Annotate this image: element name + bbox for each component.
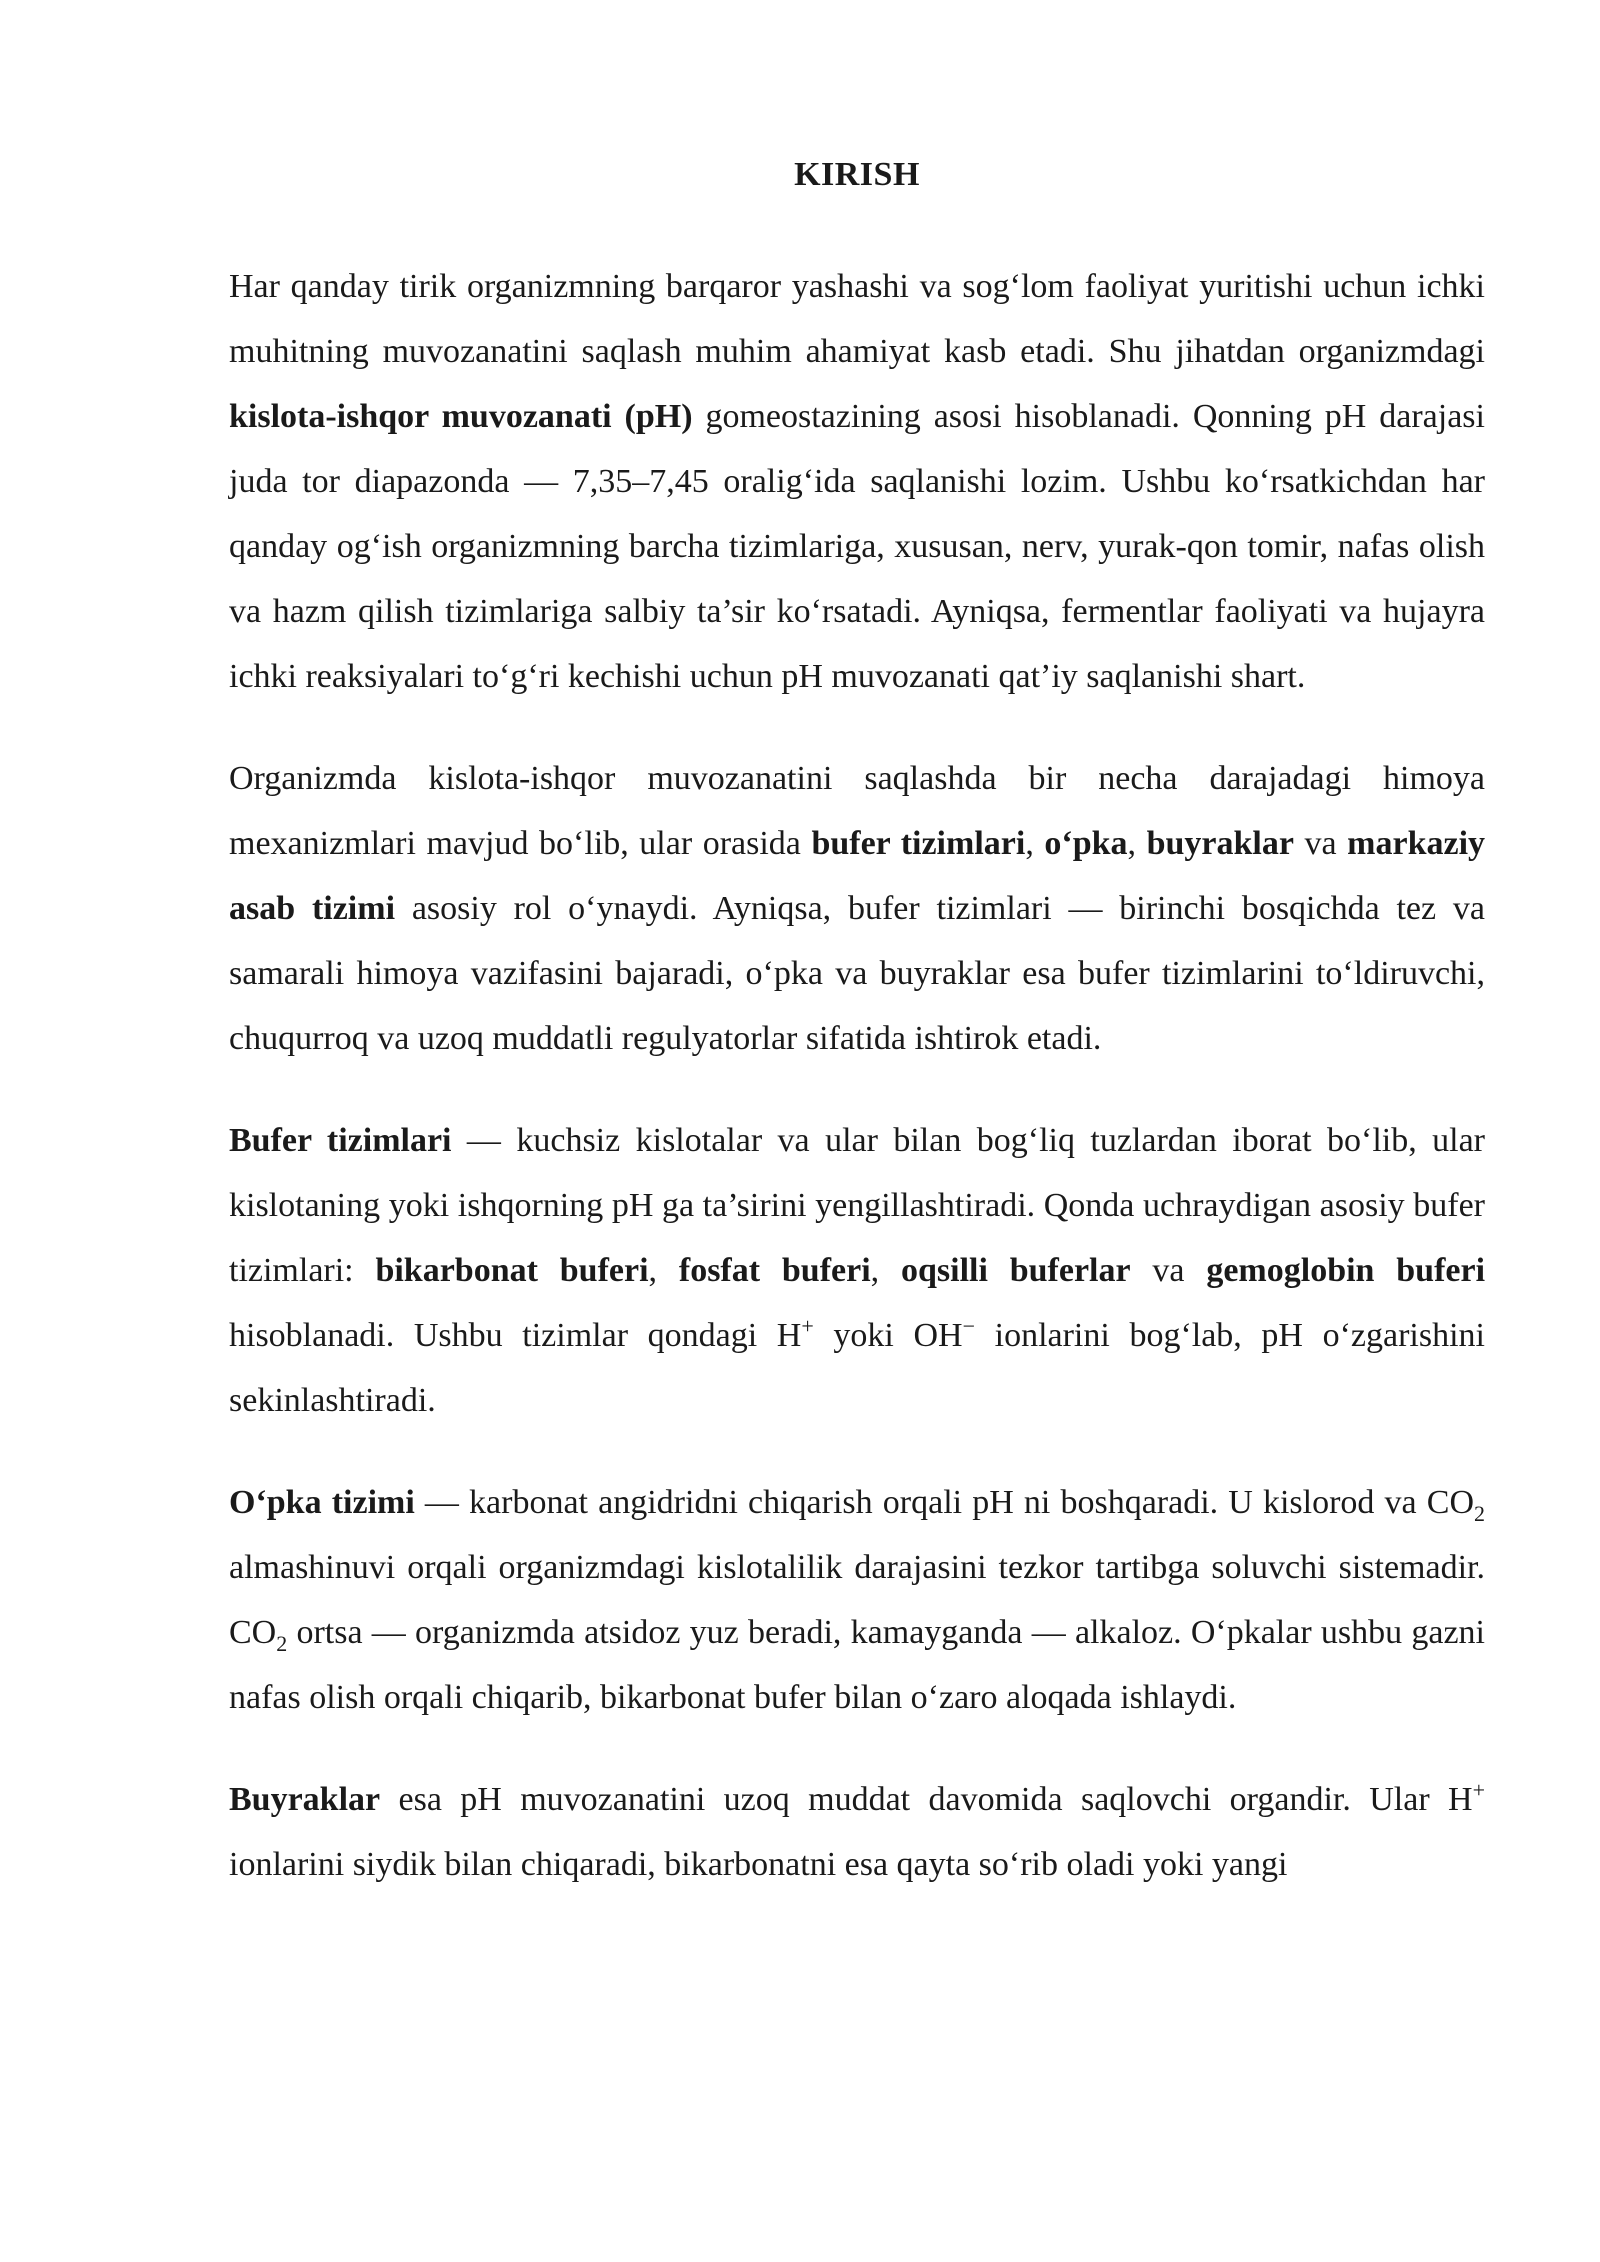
- subscript: 2: [1474, 1500, 1485, 1526]
- text-run: almashinuvi orqali organizmdagi kislotalilik darajasini tezkor tartibga soluvchi sistemadir. CO: [229, 1549, 1485, 1651]
- body-paragraph: [229, 1108, 1485, 1433]
- text-run: Har qanday tirik organizmning barqaror yashashi va sog‘lom faoliyat yuritishi uchun ichki muhitning muvozanatini saqlash muhim ahamiyat kasb etadi. Shu jihatdan organizmdagi: [229, 268, 1485, 370]
- text-run: ,: [870, 1252, 901, 1289]
- text-run: ,: [1127, 825, 1147, 862]
- body-paragraph: [229, 1767, 1485, 1897]
- text-run: va: [1293, 825, 1348, 862]
- bold-term: buyraklar: [1146, 825, 1294, 862]
- bold-term: bufer tizimlari: [811, 825, 1026, 862]
- text-run: hisoblanadi. Ushbu tizimlar qondagi H: [229, 1317, 802, 1354]
- text-run: — karbonat angidridni chiqarish orqali pH ni boshqaradi. U kislorod va CO: [414, 1484, 1474, 1521]
- superscript: −: [962, 1313, 975, 1339]
- bold-term: gemoglobin buferi: [1206, 1252, 1486, 1289]
- bold-term: oqsilli buferlar: [900, 1252, 1131, 1289]
- text-run: asosiy rol o‘ynaydi. Ayniqsa, bufer tizimlari — birinchi bosqichda tez va samarali himoya vazifasini bajaradi, o‘pka va buyraklar esa bufer tizimlarini to‘ldiruvchi, chuqurroq va uzoq muddatli regulyatorlar sifatida ishtirok etadi.: [229, 890, 1485, 1057]
- bold-term: markaziy asab tizimi: [229, 825, 1486, 927]
- text-run: ionlarini siydik bilan chiqaradi, bikarbonatni esa qayta so‘rib oladi yoki yangi: [229, 1846, 1288, 1883]
- bold-term: bikarbonat buferi: [375, 1252, 649, 1289]
- text-run: Organizmda kislota-ishqor muvozanatini saqlashda bir necha darajadagi himoya mexanizmlari mavjud bo‘lib, ular orasida: [229, 760, 1485, 862]
- text-run: ortsa — organizmda atsidoz yuz beradi, kamayganda — alkaloz. O‘pkalar ushbu gazni nafas olish orqali chiqarib, bikarbonat bufer bilan o‘zaro aloqada ishlaydi.: [229, 1614, 1485, 1716]
- document-body: [229, 150, 1485, 1934]
- bold-term: fosfat buferi: [678, 1252, 871, 1289]
- text-run: ,: [1025, 825, 1045, 862]
- subscript: 2: [276, 1630, 288, 1656]
- text-run: — kuchsiz kislotalar va ular bilan bog‘liq tuzlardan iborat bo‘lib, ular kislotaning yoki ishqorning pH ga ta’sirini yengillashtiradi. Qonda uchraydigan asosiy bufer tizimlari:: [229, 1122, 1485, 1289]
- bold-term: O‘pka tizimi: [229, 1484, 415, 1521]
- paragraph-list: [229, 254, 1485, 1897]
- bold-term: Buyraklar: [229, 1781, 381, 1818]
- bold-term: kislota-ishqor muvozanati (pH): [229, 398, 693, 435]
- text-run: esa pH muvozanatini uzoq muddat davomida saqlovchi organdir. Ular H: [380, 1781, 1473, 1818]
- text-run: ionlarini bog‘lab, pH o‘zgarishini sekinlashtiradi.: [229, 1317, 1485, 1419]
- text-run: yoki OH: [813, 1317, 963, 1354]
- body-paragraph: [229, 1470, 1485, 1730]
- bold-term: Bufer tizimlari: [229, 1122, 452, 1159]
- text-run: ,: [648, 1252, 679, 1289]
- bold-term: o‘pka: [1044, 825, 1128, 862]
- superscript: +: [801, 1313, 814, 1339]
- text-run: gomeostazining asosi hisoblanadi. Qonning pH darajasi juda tor diapazonda — 7,35–7,45 oralig‘ida saqlanishi lozim. Ushbu ko‘rsatkichdan har qanday og‘ish organizmning barcha tizimlariga, xususan, nerv, yurak-qon tomir, nafas olish va hazm qilish tizimlariga salbiy ta’sir ko‘rsatadi. Ayniqsa, fermentlar faoliyati va hujayra ichki reaksiyalari to‘g‘ri kechishi uchun pH muvozanati qat’iy saqlanishi shart.: [229, 398, 1485, 695]
- body-paragraph: [229, 254, 1485, 709]
- page-title: KIRISH: [794, 156, 920, 193]
- body-paragraph: [229, 746, 1485, 1071]
- superscript: +: [1472, 1777, 1485, 1803]
- text-run: va: [1130, 1252, 1207, 1289]
